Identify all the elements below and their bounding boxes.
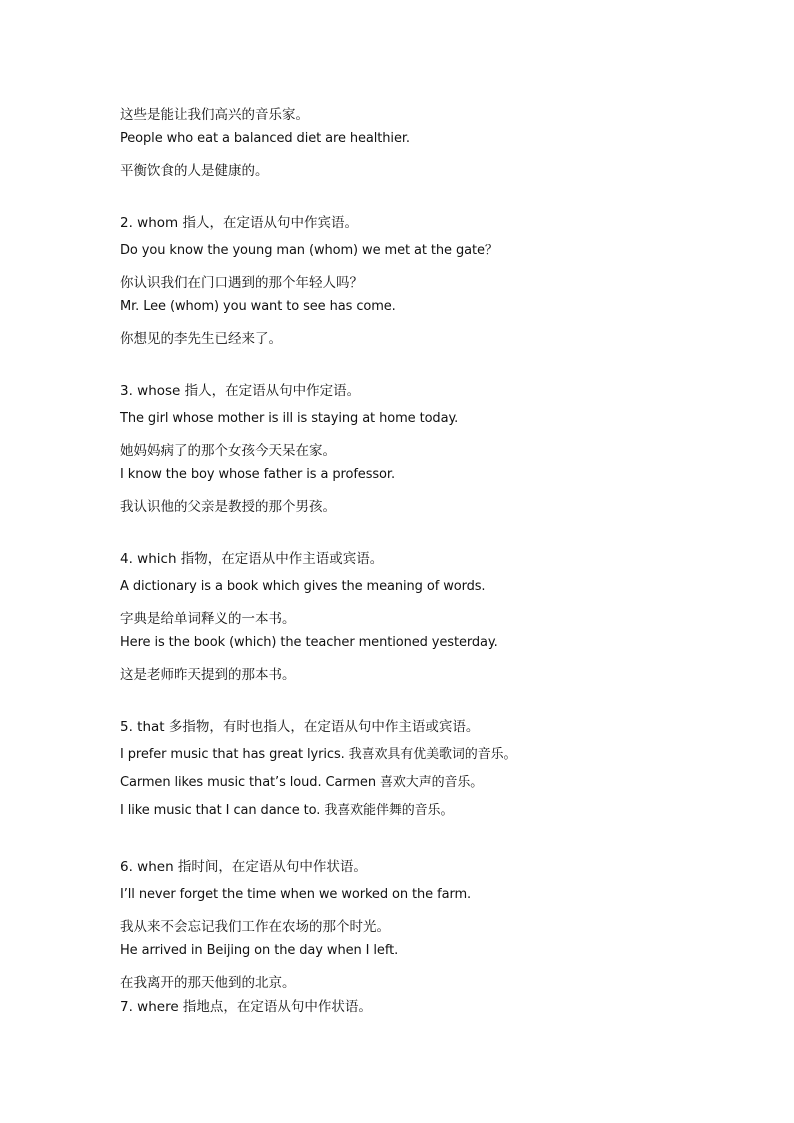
text-line: He arrived in Beijing on the day when I left. <box>120 943 399 958</box>
text-line: Mr. Lee (whom) you want to see has come. <box>120 299 396 314</box>
section-heading: 5. that 多指物，有时也指人，在定语从句中作主语或宾语。 <box>120 719 480 735</box>
text-line: 这是老师昨天提到的那本书。 <box>120 667 296 683</box>
text-line: Here is the book (which) the teacher mentioned yesterday. <box>120 635 498 650</box>
text-line: Carmen likes music that’s loud. Carmen 喜欢大声的音乐。 <box>120 775 484 790</box>
text-line: I like music that I can dance to. 我喜欢能伴舞的音乐。 <box>120 803 454 818</box>
section-heading: 2. whom 指人，在定语从句中作宾语。 <box>120 215 358 231</box>
text-line: 她妈妈病了的那个女孩今天呆在家。 <box>120 443 336 459</box>
text-line: 我认识他的父亲是教授的那个男孩。 <box>120 499 336 515</box>
text-line: 你认识我们在门口遇到的那个年轻人吗？ <box>120 275 363 291</box>
text-line: I prefer music that has great lyrics. 我喜欢具有优美歌词的音乐。 <box>120 747 517 762</box>
text-line: I know the boy whose father is a professor. <box>120 467 395 482</box>
text-line: 你想见的李先生已经来了。 <box>120 331 282 347</box>
text-line: 在我离开的那天他到的北京。 <box>120 975 296 991</box>
section-heading: 7. where 指地点，在定语从句中作状语。 <box>120 999 372 1015</box>
text-line: I’ll never forget the time when we worked on the farm. <box>120 887 472 902</box>
section-heading: 6. when 指时间，在定语从句中作状语。 <box>120 859 367 875</box>
text-line: People who eat a balanced diet are healthier. <box>120 131 410 146</box>
text-line: A dictionary is a book which gives the meaning of words. <box>120 579 486 594</box>
text-line: Do you know the young man (whom) we met at the gate？ <box>120 243 498 258</box>
section-heading: 4. which 指物，在定语从中作主语或宾语。 <box>120 551 384 567</box>
text-line: The girl whose mother is ill is staying at home today. <box>120 411 459 426</box>
text-line: 字典是给单词释义的一本书。 <box>120 611 296 627</box>
section-heading: 3. whose 指人，在定语从句中作定语。 <box>120 383 361 399</box>
text-line: 我从来不会忘记我们工作在农场的那个时光。 <box>120 919 390 935</box>
text-line: 平衡饮食的人是健康的。 <box>120 163 269 179</box>
text-line: 这些是能让我们高兴的音乐家。 <box>120 107 309 123</box>
